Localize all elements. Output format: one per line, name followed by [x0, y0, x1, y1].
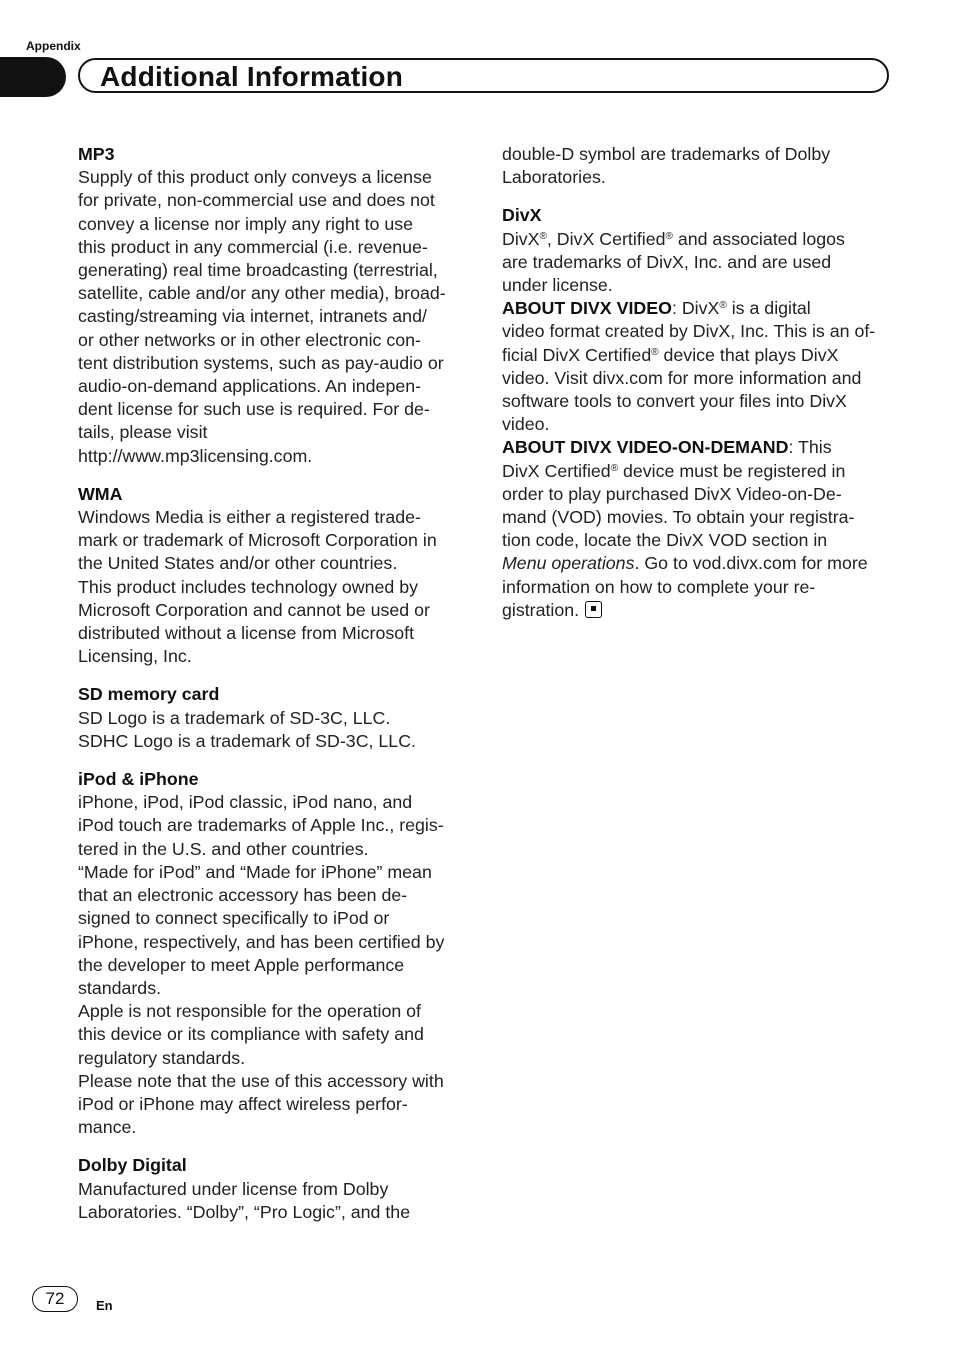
text-line: SDHC Logo is a trademark of SD-3C, LLC.	[78, 730, 416, 751]
section-body	[78, 506, 466, 668]
text-line: iPhone, iPod, iPod classic, iPod nano, and	[78, 792, 413, 813]
text-line: SD Logo is a trademark of SD-3C, LLC.	[78, 707, 391, 728]
text-span: , DivX Certified	[546, 228, 666, 249]
section-heading: Dolby Digital	[78, 1155, 187, 1176]
text-line: dent license for such use is required. For de-	[78, 399, 430, 420]
text-line: This product includes technology owned by	[78, 576, 419, 597]
text-line: convey a license nor imply any right to use	[78, 213, 414, 234]
page-title: Additional Information	[100, 61, 404, 92]
text-span: gistration.	[502, 599, 580, 620]
text-line: under license.	[502, 275, 613, 296]
text-line: information on how to complete your re-	[502, 576, 816, 597]
text-span: : DivX	[671, 298, 720, 319]
text-line: tent distribution systems, such as pay-audio or	[78, 352, 444, 373]
text-line: iPod touch are trademarks of Apple Inc., regis-	[78, 815, 444, 836]
text-line: double-D symbol are trademarks of Dolby	[502, 144, 831, 164]
text-line: iPod or iPhone may affect wireless perfor-	[78, 1093, 408, 1114]
page-number: 72	[45, 1289, 65, 1308]
text-line: distributed without a license from Microsoft	[78, 623, 415, 644]
text-line: Windows Media is either a registered trade-	[78, 507, 421, 528]
about-divx-video-label: ABOUT DIVX VIDEO	[502, 298, 672, 319]
text-span: device that plays DivX	[658, 344, 839, 365]
menu-operations-reference: Menu operations	[502, 553, 635, 574]
text-line: video.	[502, 414, 550, 435]
text-line: that an electronic accessory has been de-	[78, 885, 408, 906]
language-code: En	[96, 1298, 113, 1313]
registered-mark: ®	[539, 230, 547, 242]
text-line: tion code, locate the DivX VOD section in	[502, 530, 828, 551]
left-column	[78, 143, 466, 1239]
text-span: DivX	[502, 228, 540, 249]
text-line	[502, 460, 892, 483]
section-heading: SD memory card	[78, 684, 220, 705]
text-line: “Made for iPod” and “Made for iPhone” mean	[78, 861, 432, 882]
text-line: the United States and/or other countries.	[78, 553, 398, 574]
text-line: standards.	[78, 977, 162, 998]
text-line: Supply of this product only conveys a license	[78, 167, 432, 188]
text-line: Licensing, Inc.	[78, 646, 192, 667]
page-title-box	[78, 58, 889, 93]
text-line	[502, 344, 892, 367]
text-line: this device or its compliance with safety and	[78, 1024, 424, 1045]
text-line: video format created by DivX, Inc. This is an of-	[502, 321, 876, 342]
text-line: tails, please visit	[78, 422, 208, 443]
text-line: Apple is not responsible for the operation of	[78, 1001, 422, 1022]
text-line	[502, 297, 892, 320]
section-dolby-digital	[78, 1154, 466, 1224]
section-ipod-iphone	[78, 768, 466, 1139]
text-line: or other networks or in other electronic con-	[78, 329, 421, 350]
section-body	[502, 143, 892, 189]
text-span: DivX Certified	[502, 460, 611, 481]
section-body	[78, 707, 466, 753]
text-line: Please note that the use of this accessory with	[78, 1070, 444, 1091]
text-line	[502, 552, 892, 575]
text-span: ficial DivX Certified	[502, 344, 652, 365]
text-line: casting/streaming via internet, intranets and/	[78, 306, 427, 327]
text-line	[502, 599, 892, 622]
end-of-section-icon	[585, 601, 602, 618]
text-line: Manufactured under license from Dolby	[78, 1178, 389, 1199]
text-line: video. Visit divx.com for more information and	[502, 367, 862, 388]
text-line: tered in the U.S. and other countries.	[78, 838, 369, 859]
text-line	[502, 228, 892, 251]
section-sd-memory-card	[78, 683, 466, 753]
text-line: Microsoft Corporation and cannot be used or	[78, 599, 430, 620]
text-line: Laboratories.	[502, 167, 606, 188]
text-line	[502, 436, 892, 459]
section-mp3	[78, 143, 466, 468]
text-line: regulatory standards.	[78, 1047, 246, 1068]
section-body	[78, 791, 466, 1139]
about-divx-vod-label: ABOUT DIVX VIDEO-ON-DEMAND	[502, 437, 789, 458]
text-line: order to play purchased DivX Video-on-De-	[502, 483, 842, 504]
text-line: mance.	[78, 1117, 137, 1138]
text-line: the developer to meet Apple performance	[78, 954, 405, 975]
text-line: Laboratories. “Dolby”, “Pro Logic”, and the	[78, 1201, 411, 1222]
text-line: satellite, cable and/or any other media), broad-	[78, 283, 446, 304]
section-heading: DivX	[502, 205, 542, 226]
section-wma	[78, 483, 466, 669]
registered-mark: ®	[651, 346, 659, 358]
section-heading: WMA	[78, 483, 123, 504]
right-column	[502, 143, 892, 637]
text-line: software tools to convert your files into DivX	[502, 391, 847, 412]
text-span: and associated logos	[672, 228, 845, 249]
text-line: are trademarks of DivX, Inc. and are used	[502, 251, 832, 272]
divx-text	[502, 228, 892, 622]
section-tab-marker	[0, 57, 66, 97]
registered-mark: ®	[665, 230, 673, 242]
registered-mark: ®	[610, 462, 619, 474]
text-line: generating) real time broadcasting (terrestrial,	[78, 260, 438, 281]
section-body	[78, 1178, 466, 1224]
text-span: . Go to vod.divx.com for more	[634, 553, 868, 574]
text-line: for private, non-commercial use and does not	[78, 190, 435, 211]
registered-mark: ®	[719, 300, 727, 312]
section-dolby-continued	[502, 143, 892, 189]
text-line: http://www.mp3licensing.com.	[78, 445, 313, 466]
text-line: iPhone, respectively, and has been certified by	[78, 931, 445, 952]
appendix-label: Appendix	[26, 39, 81, 53]
text-line: mand (VOD) movies. To obtain your registra-	[502, 507, 855, 528]
text-span: : This	[788, 437, 832, 458]
text-span: is a digital	[726, 298, 811, 319]
text-line: signed to connect specifically to iPod or	[78, 908, 390, 929]
section-body	[78, 166, 466, 468]
text-span: device must be registered in	[618, 460, 846, 481]
section-divx	[502, 204, 892, 622]
text-line: mark or trademark of Microsoft Corporation in	[78, 530, 437, 551]
text-line: this product in any commercial (i.e. revenue-	[78, 236, 428, 257]
section-heading: iPod & iPhone	[78, 769, 199, 790]
section-heading: MP3	[78, 144, 115, 164]
text-line: audio-on-demand applications. An indepen-	[78, 376, 422, 397]
page-number-badge	[32, 1286, 78, 1312]
